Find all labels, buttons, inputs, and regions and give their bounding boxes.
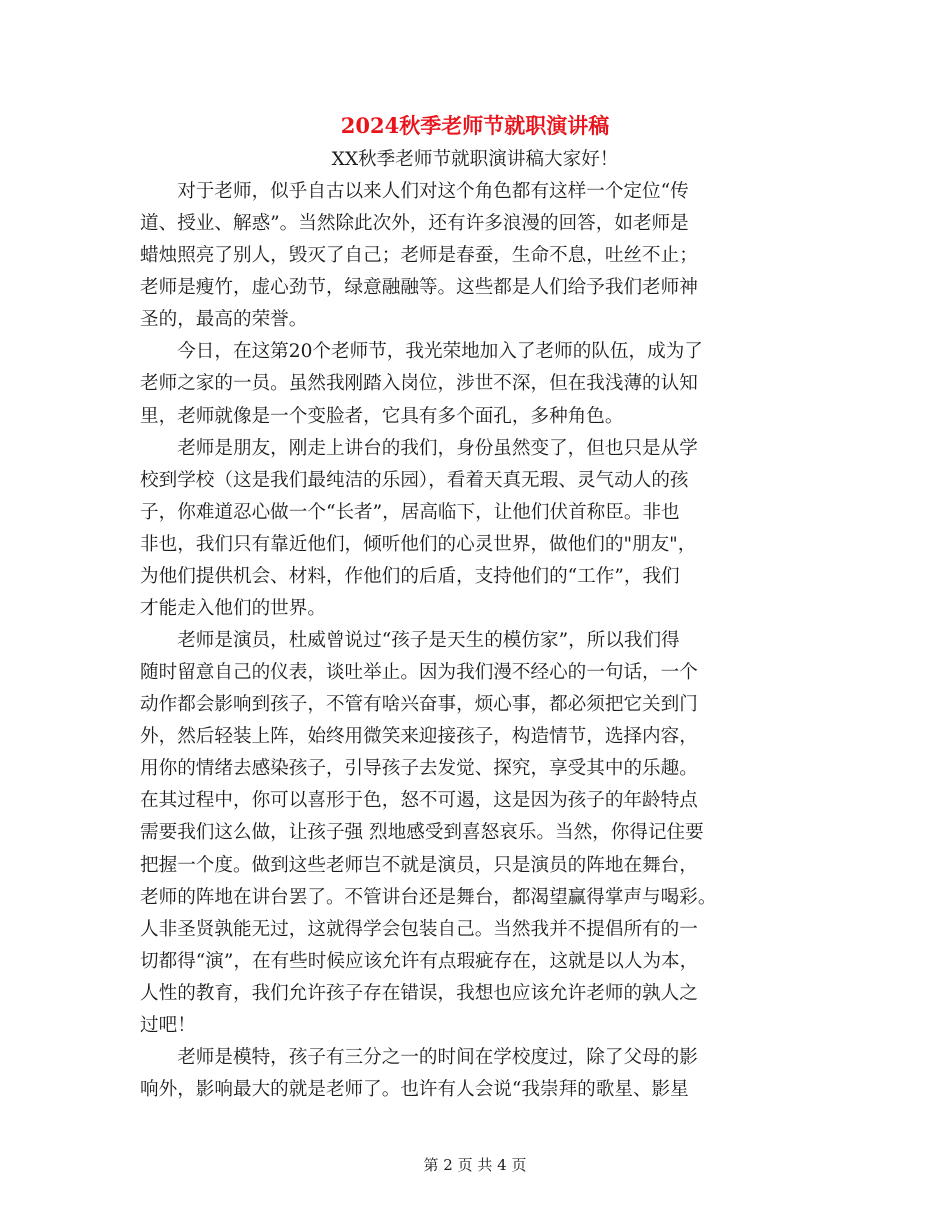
body-text-line: 老师之家的一员。虽然我刚踏入岗位，涉世不深，但在我浅薄的认知 [140,373,698,395]
body-text-line: 响外，影响最大的就是老师了。也许有人会说“我崇拜的歌星、影星 [140,1079,689,1100]
document-subtitle: XX秋季老师节就职演讲稿大家好！ [331,149,619,170]
body-text-line: 才能走入他们的世界。 [140,597,326,619]
body-text-line: 需要我们这么做，让孩子强 烈地感受到喜怒哀乐。当然，你得记住要 [140,822,704,844]
body-text-line: 今日，在这第20个老师节，我光荣地加入了老师的队伍，成为了 [140,341,703,363]
page-footer: 第 2 页 共 4 页 [423,1156,527,1174]
body-text-line: 子，你难道忍心做一个“长者”，居高临下，让他们伏首称臣。非也 [140,501,680,523]
body-text-line: 校到学校（这是我们最纯洁的乐园），看着天真无瑕、灵气动人的孩 [140,469,689,491]
body-text-line: 老师是演员，杜威曾说过“孩子是天生的模仿家”，所以我们得 [140,630,680,651]
body-text-line: 随时留意自己的仪表，谈吐举止。因为我们漫不经心的一句话，一个 [140,662,698,683]
body-text-line: 里，老师就像是一个变脸者，它具有多个面孔，多种角色。 [140,405,624,427]
body-text-line: 道、授业、解惑”。当然除此次外，还有许多浪漫的回答，如老师是 [140,213,689,235]
body-text-line: 外，然后轻装上阵，始终用微笑来迎接孩子，构造情节，选择内容， [140,726,698,748]
body-text-line: 切都得“演”，在有些时候应该允许有点瑕疵存在，这就是以人为本， [140,950,699,972]
body-text-line: 为他们提供机会、材料，作他们的后盾，支持他们的“工作”，我们 [140,565,680,587]
body-text-line: 过吧！ [140,1014,196,1036]
body-text-line: 用你的情绪去感染孩子，引导孩子去发觉、探究，享受其中的乐趣。 [140,758,698,780]
body-text-line: 老师是模特，孩子有三分之一的时间在学校度过，除了父母的影 [140,1046,698,1068]
body-text-line: 人性的教育，我们允许孩子存在错误，我想也应该允许老师的孰人之 [140,982,698,1004]
body-text-line: 老师的阵地在讲台罢了。不管讲台还是舞台，都渴望赢得掌声与喝彩。 [140,886,717,908]
body-text-line: 动作都会影响到孩子，不管有啥兴奋事，烦心事，都必须把它关到门 [140,694,698,716]
body-text-line: 圣的，最高的荣誉。 [140,309,308,331]
body-text-line: 人非圣贤孰能无过，这就得学会包装自己。当然我并不提倡所有的一 [140,918,698,940]
body-text-line: 在其过程中，你可以喜形于色，怒不可遏，这是因为孩子的年龄特点 [140,790,698,812]
body-text-line: 非也，我们只有靠近他们，倾听他们的心灵世界，做他们的"朋友"， [140,533,697,555]
body-text-line: 对于老师，似乎自古以来人们对这个角色都有这样一个定位“传 [140,181,689,202]
body-text-line: 蜡烛照亮了别人，毁灭了自己；老师是春蚕，生命不息，吐丝不止； [140,245,698,267]
body-text-line: 老师是瘦竹，虚心劲节，绿意融融等。这些都是人们给予我们老师神 [140,277,698,299]
body-text-line: 老师是朋友，刚走上讲台的我们，身份虽然变了，但也只是从学 [140,437,698,459]
document-title: 2024秋季老师节就职演讲稿 [340,113,610,138]
body-text-line: 把握一个度。做到这些老师岂不就是演员，只是演员的阵地在舞台， [140,854,698,876]
